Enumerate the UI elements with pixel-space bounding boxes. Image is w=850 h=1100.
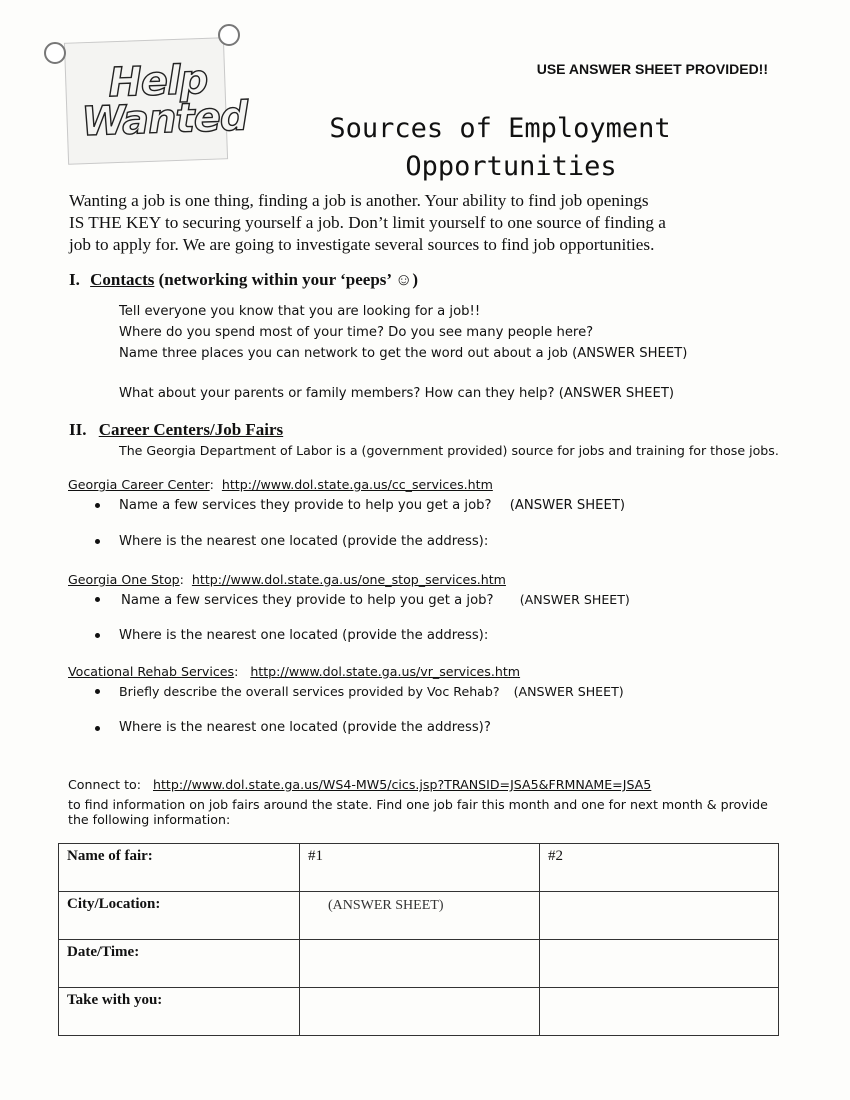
question [119,498,625,513]
pushpin-icon [218,24,240,46]
intro-paragraph [69,190,769,256]
question [121,592,630,608]
row-label: Date/Time: [59,940,300,988]
question: Where is the nearest one located (provide the address): [119,628,489,643]
table-cell [540,940,779,988]
connect-line [68,777,651,792]
title-line2: Opportunities [405,151,617,182]
question-text: Name a few services they provide to help you get a job? [119,498,492,513]
resource-link[interactable]: http://www.dol.state.ga.us/vr_services.htm [250,664,521,679]
section1-line: Where do you spend most of your time? Do you see many people here? [119,325,594,340]
bullet-icon [95,726,100,731]
question [119,684,624,699]
question-text: Name a few services they provide to help you get a job? [121,593,494,608]
row-label: City/Location: [59,892,300,940]
sign-line2: Wanted [80,93,249,146]
page-title [290,110,710,186]
table-cell [300,892,540,940]
table-cell [540,988,779,1036]
resource-link[interactable]: http://www.dol.state.ga.us/one_stop_services.htm [191,572,506,587]
table-row [59,988,779,1036]
table-cell [300,988,540,1036]
resource-georgia-career-center: Georgia Career Center: http://www.dol.state.ga.us/cc_services.htm [68,477,493,492]
bullet-icon [95,633,100,638]
connect-text: the following information: [68,812,231,827]
resource-name: Georgia One Stop [68,572,180,587]
question-text: Briefly describe the overall services provided by Voc Rehab? [119,684,500,699]
resource-name: Vocational Rehab Services [68,664,235,679]
section1-line: What about your parents or family members? How can they help? (ANSWER SHEET) [119,386,675,401]
resource-name: Georgia Career Center [68,477,210,492]
title-line1: Sources of Employment [329,113,671,144]
help-wanted-sign [64,37,249,165]
section1-subtitle: (networking within your ‘peeps’ ☺) [154,270,419,289]
table-row [59,892,779,940]
section2-description: The Georgia Department of Labor is a (government provided) source for jobs and training for those jobs. [119,443,779,458]
table-row [59,940,779,988]
top-note: USE ANSWER SHEET PROVIDED!! [536,61,768,77]
column-header: #1 [300,844,540,892]
answer-note: (ANSWER SHEET) [513,684,624,699]
question: Where is the nearest one located (provide the address)? [119,720,491,735]
bullet-icon [95,597,100,602]
connect-label: Connect to: [68,777,141,792]
section2-heading [69,420,283,440]
job-fair-table [58,843,779,1036]
section2-number: II. [69,420,87,439]
bullet-icon [95,503,100,508]
column-header: #2 [540,844,779,892]
section1-line: Name three places you can network to get the word out about a job (ANSWER SHEET) [119,346,688,361]
table-cell [540,892,779,940]
intro-line: IS THE KEY to securing yourself a job. Don’t limit yourself to one source of finding a [69,213,666,232]
row-label: Name of fair: [59,844,300,892]
section1-number: I. [69,270,80,289]
question: Where is the nearest one located (provide the address): [119,534,489,549]
sign-line1: Help [107,56,209,107]
row-label: Take with you: [59,988,300,1036]
connect-text: to find information on job fairs around the state. Find one job fair this month and one for next month & provide [68,797,768,812]
bullet-icon [95,539,100,544]
answer-note: (ANSWER SHEET) [328,898,444,913]
pushpin-icon [44,42,66,64]
answer-note: (ANSWER SHEET) [509,498,626,513]
table-cell [300,940,540,988]
section1-line: Tell everyone you know that you are looking for a job!! [119,304,481,319]
section1-heading [69,270,418,290]
answer-note: (ANSWER SHEET) [519,592,630,607]
bullet-icon [95,689,100,694]
intro-line: job to apply for. We are going to investigate several sources to find job opportunities. [69,235,655,254]
resource-georgia-one-stop: Georgia One Stop: http://www.dol.state.ga.us/one_stop_services.htm [68,572,506,587]
section2-title: Career Centers/Job Fairs [98,420,284,439]
section1-title: Contacts [90,270,155,289]
intro-line: Wanting a job is one thing, finding a job is another. Your ability to find job openings [69,191,649,210]
resource-vocational-rehab: Vocational Rehab Services: http://www.dol.state.ga.us/vr_services.htm [68,664,521,679]
job-fairs-link[interactable]: http://www.dol.state.ga.us/WS4-MW5/cics.jsp?TRANSID=JSA5&FRMNAME=JSA5 [152,777,652,792]
resource-link[interactable]: http://www.dol.state.ga.us/cc_services.htm [221,477,493,492]
table-row [59,844,779,892]
